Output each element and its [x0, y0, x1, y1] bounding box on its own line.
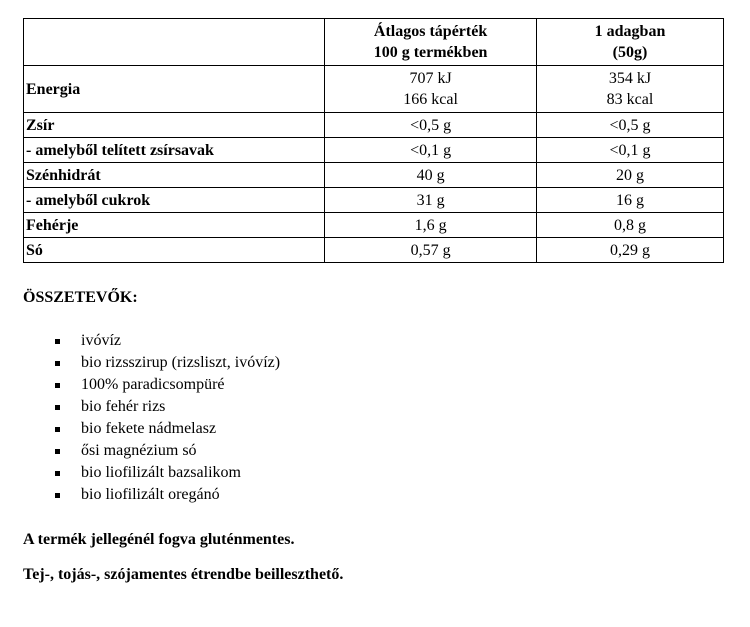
table-row-energy — [24, 66, 724, 113]
table-row — [24, 138, 724, 163]
diet-note: Tej-, tojás-, szójamentes étrendbe beilleszthető. — [23, 566, 344, 583]
value-per-serving: 20 g — [537, 163, 724, 188]
list-item: bio liofilizált oregánó — [23, 484, 725, 506]
energy-per-serving-kj: 354 kJ — [608, 70, 652, 87]
nutrient-name: - amelyből telített zsírsavak — [24, 138, 325, 163]
table-row — [24, 213, 724, 238]
header-per-serving-line1: 1 adagban — [594, 23, 666, 40]
nutrient-name: Szénhidrát — [24, 163, 325, 188]
value-per-serving: 16 g — [537, 188, 724, 213]
table-row — [24, 113, 724, 138]
list-item: ősi magnézium só — [23, 440, 725, 462]
value-per-serving: <0,5 g — [537, 113, 724, 138]
header-nutrient — [24, 19, 325, 66]
table-row — [24, 238, 724, 263]
energy-per-serving-kcal: 83 kcal — [606, 91, 654, 108]
value-per-100g: 1,6 g — [325, 213, 537, 238]
header-per-serving — [537, 19, 724, 66]
value-per-serving: 0,29 g — [537, 238, 724, 263]
nutrient-name: Energia — [24, 66, 325, 113]
list-item: bio liofilizált bazsalikom — [23, 462, 725, 484]
list-item: bio fekete nádmelasz — [23, 418, 725, 440]
header-per-100g-line1: Átlagos tápérték — [373, 23, 488, 40]
energy-per-100g-kj: 707 kJ — [409, 70, 452, 87]
nutrient-name: - amelyből cukrok — [24, 188, 325, 213]
header-per-serving-line2: (50g) — [612, 44, 648, 61]
ingredients-list — [23, 330, 725, 506]
header-per-100g — [325, 19, 537, 66]
nutrient-name: Fehérje — [24, 213, 325, 238]
list-item: 100% paradicsompüré — [23, 374, 725, 396]
value-per-100g: 40 g — [325, 163, 537, 188]
gluten-free-note: A termék jellegénél fogva gluténmentes. — [23, 531, 295, 548]
value-per-100g: 31 g — [325, 188, 537, 213]
nutrient-name: Zsír — [24, 113, 325, 138]
energy-per-100g-kcal: 166 kcal — [403, 91, 458, 108]
energy-per-100g — [325, 66, 537, 113]
value-per-serving: 0,8 g — [537, 213, 724, 238]
table-row — [24, 188, 724, 213]
list-item: bio fehér rizs — [23, 396, 725, 418]
document-page — [23, 18, 725, 585]
nutrition-table — [23, 18, 724, 263]
value-per-100g: <0,1 g — [325, 138, 537, 163]
table-row — [24, 163, 724, 188]
value-per-serving: <0,1 g — [537, 138, 724, 163]
value-per-100g: 0,57 g — [325, 238, 537, 263]
list-item: ivóvíz — [23, 330, 725, 352]
ingredients-title: ÖSSZETEVŐK: — [23, 289, 138, 306]
header-per-100g-line2: 100 g termékben — [373, 44, 488, 61]
value-per-100g: <0,5 g — [325, 113, 537, 138]
list-item: bio rizsszirup (rizsliszt, ivóvíz) — [23, 352, 725, 374]
nutrition-header-row — [24, 19, 724, 66]
nutrient-name: Só — [24, 238, 325, 263]
energy-per-serving — [537, 66, 724, 113]
